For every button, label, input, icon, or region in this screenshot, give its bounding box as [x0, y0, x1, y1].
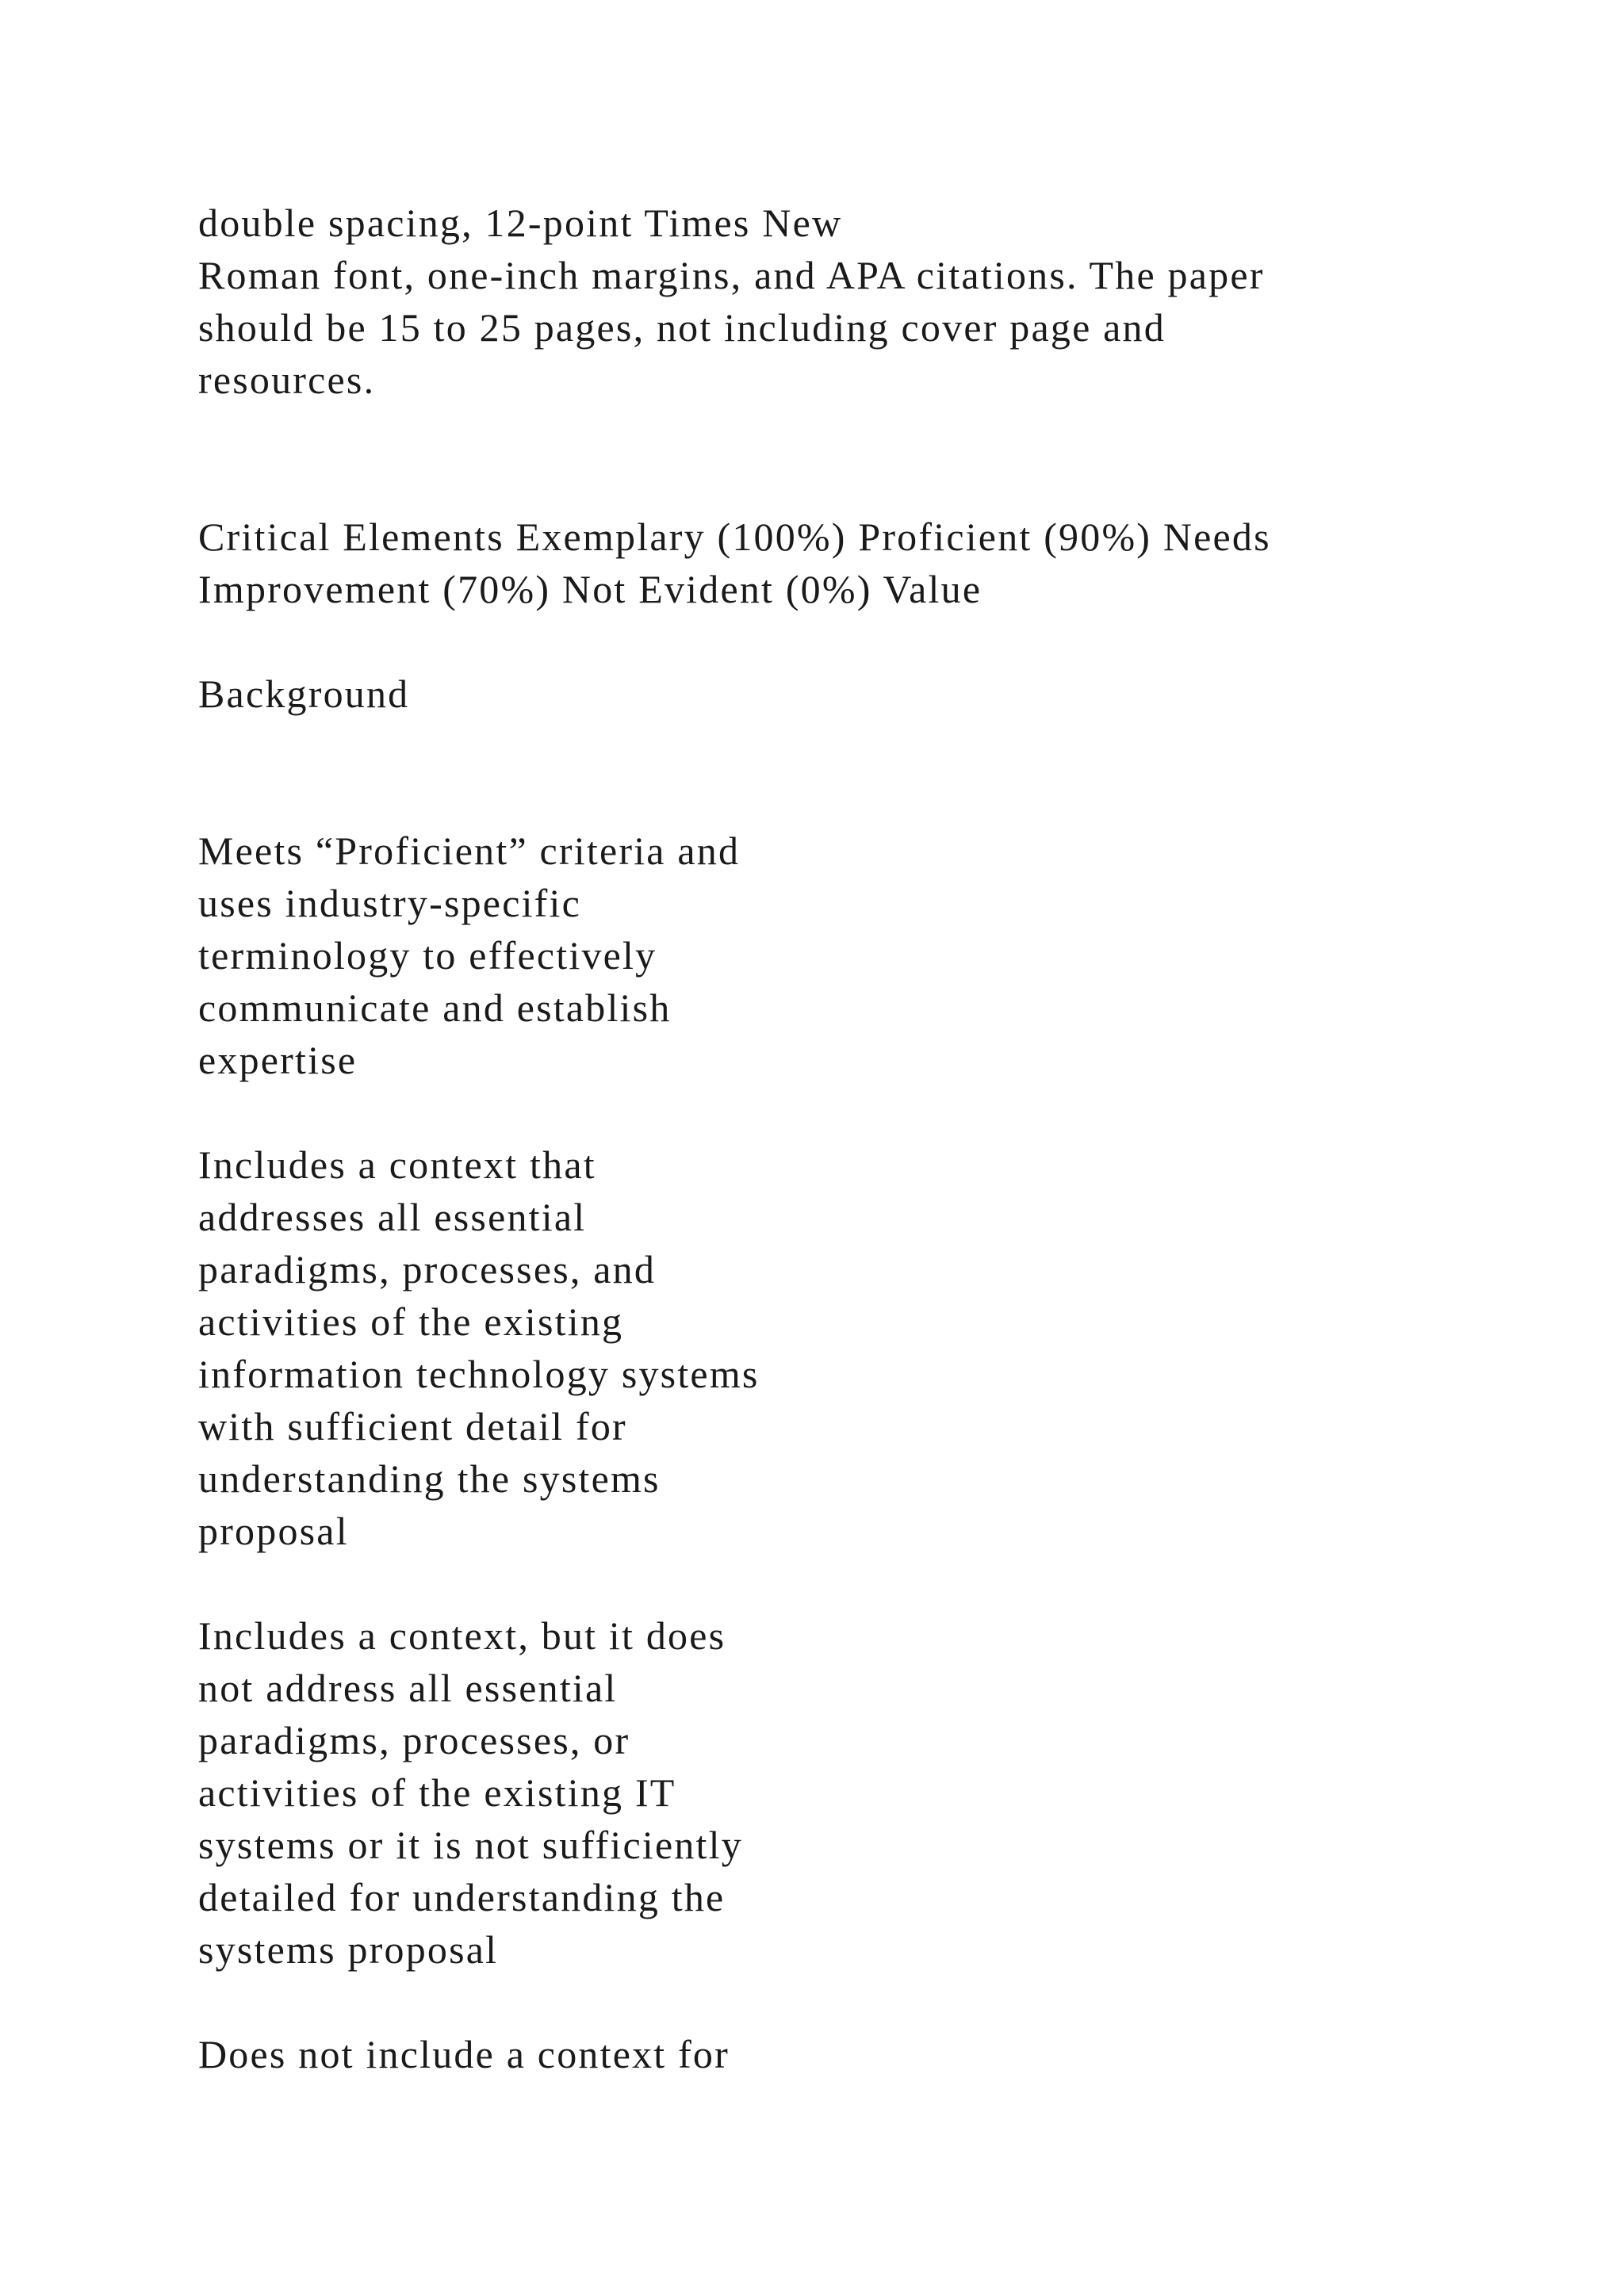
rubric-header-row: Critical Elements Exemplary (100%) Proficient (90%) Needs Improvement (70%) Not Evident (0%) Value — [198, 515, 1271, 611]
needs-improvement-description: Includes a context, but it does not address all essential paradigms, processes, or activities of the existing IT systems or it is not sufficiently detailed for understanding the systems proposal — [198, 1613, 743, 1972]
formatting-requirements-paragraph: double spacing, 12-point Times New Roman font, one-inch margins, and APA citations. The paper should be 15 to 25 pages, not including cover page and resources. — [198, 201, 1265, 402]
proficient-description: Includes a context that addresses all essential paradigms, processes, and activities of the existing information technology systems with sufficient detail for understanding the systems proposal — [198, 1142, 760, 1553]
criterion-heading: Background — [198, 672, 410, 716]
not-evident-description: Does not include a context for — [198, 2032, 730, 2076]
exemplary-description: Meets “Proficient” criteria and uses industry-specific terminology to effectively communicate and establish expertise — [198, 828, 741, 1082]
